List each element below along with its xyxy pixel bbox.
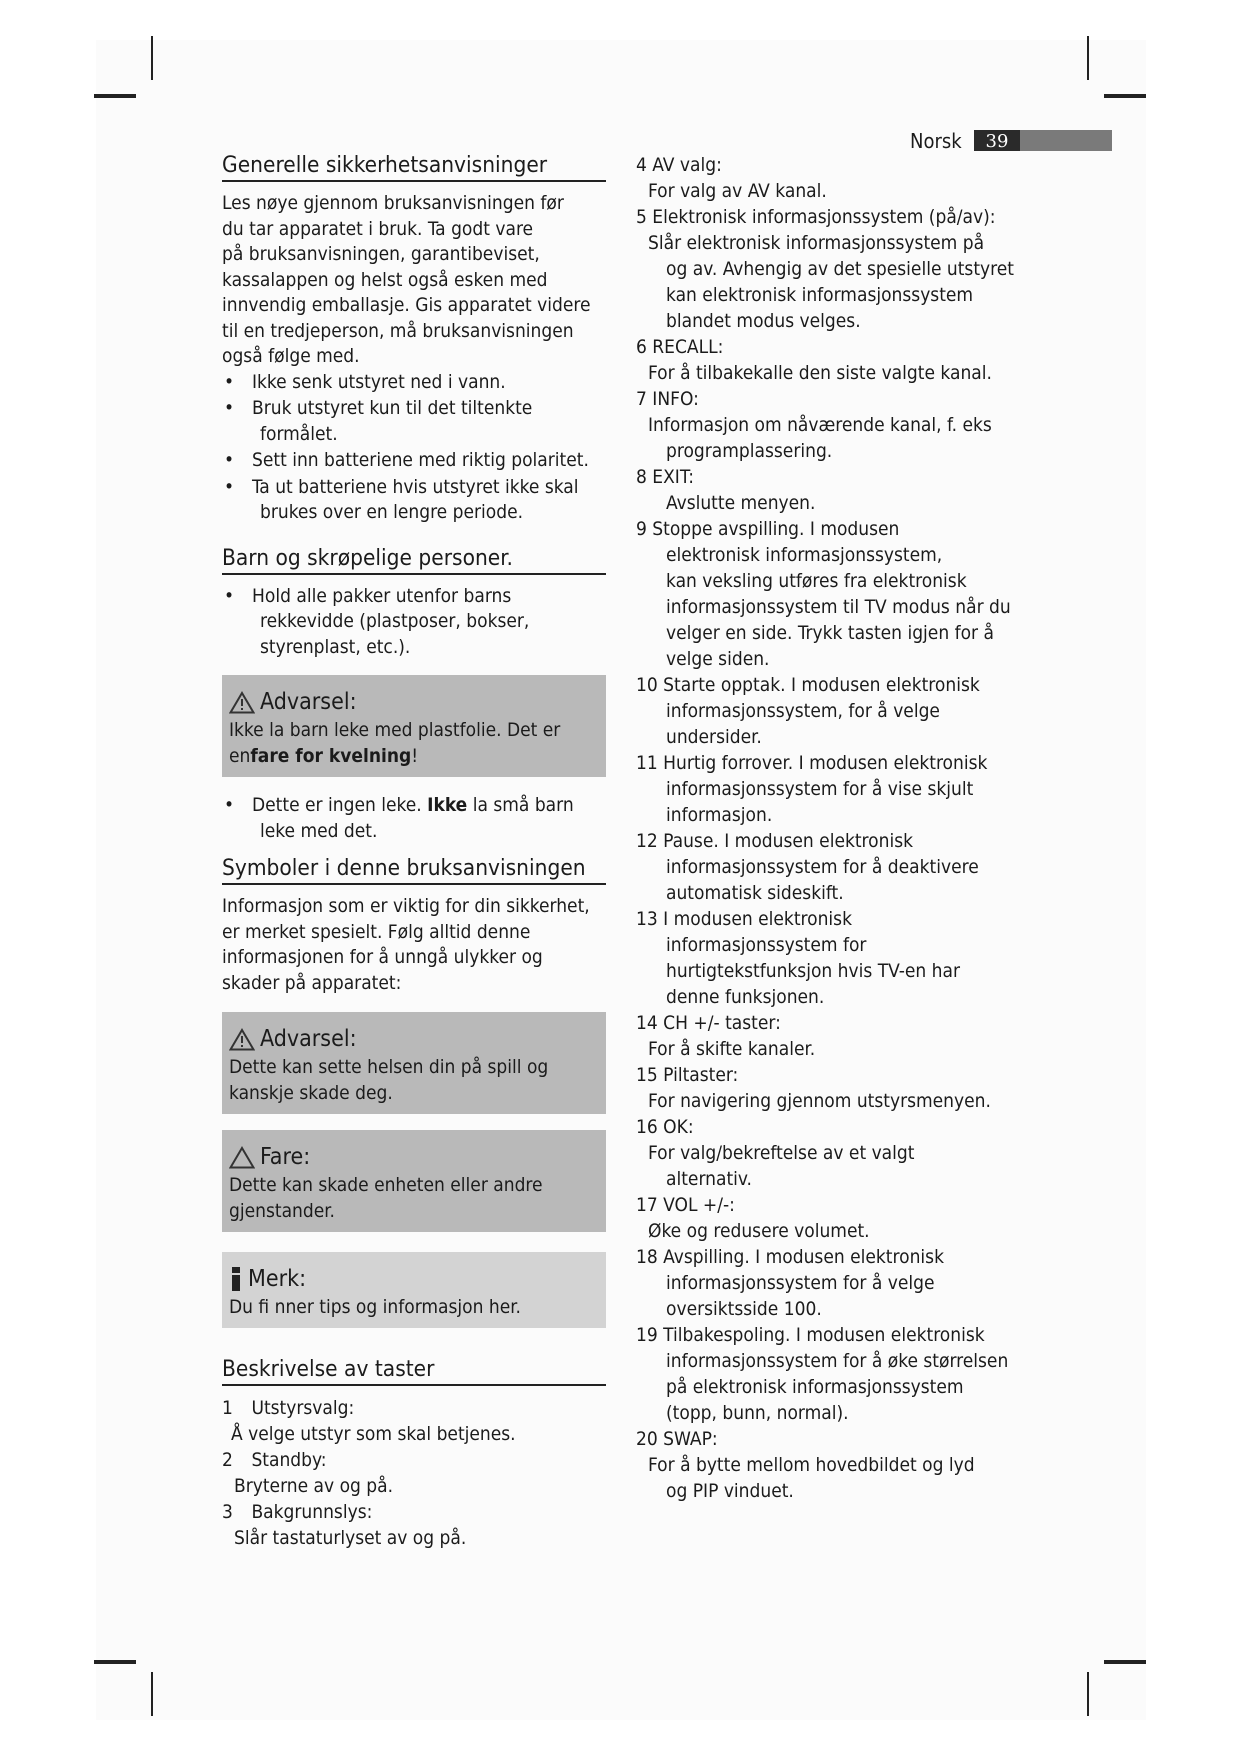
key-item: 1 Utstyrsvalg: Å velge utstyr som skal betjenes. bbox=[222, 1397, 516, 1445]
left-column bbox=[222, 150, 606, 1551]
bullet-item: • Ta ut batteriene hvis utstyret ikke skal brukes over en lengre periode. bbox=[222, 475, 606, 526]
text-line: innvendig emballasje. Gis apparatet videre bbox=[222, 294, 591, 316]
key-item: 11 Hurtig forrover. I modusen elektronisk informasjonssystem for å vise skjult informasjon. bbox=[636, 752, 988, 826]
bullet-text: Ikke senk utstyret ned i vann. bbox=[252, 370, 506, 393]
text-line: Informasjon som er viktig for din sikkerhet, bbox=[222, 895, 590, 917]
warning-text: enfare for kvelning! bbox=[229, 745, 419, 767]
note-title: Merk: bbox=[229, 1264, 599, 1294]
bullet-item: • Bruk utstyret kun til det tiltenkte formålet. bbox=[222, 396, 606, 447]
bullet-text: styrenplast, etc.). bbox=[260, 635, 411, 658]
header-language: Norsk bbox=[910, 129, 962, 153]
info-icon bbox=[229, 1266, 243, 1292]
bullet-text: Bruk utstyret kun til det tiltenkte bbox=[252, 397, 533, 419]
text-line: kassalappen og helst også esken med bbox=[222, 268, 548, 291]
warning-title: Advarsel: bbox=[229, 687, 599, 717]
bullet-text: rekkevidde (plastposer, bokser, bbox=[260, 610, 530, 632]
key-item: 20 SWAP: For å bytte mellom hovedbildet og lyd og PIP vinduet. bbox=[636, 1428, 975, 1502]
crop-mark bbox=[1104, 94, 1146, 98]
bullet-text: Ta ut batteriene hvis utstyret ikke skal bbox=[252, 475, 579, 498]
heading-children: Barn og skrøpelige personer. bbox=[222, 543, 606, 575]
danger-text: gjenstander. bbox=[229, 1200, 335, 1222]
key-item: 17 VOL +/-: Øke og redusere volumet. bbox=[636, 1194, 870, 1242]
key-item: 19 Tilbakespoling. I modusen elektronisk informasjonssystem for å øke størrelsen på elektronisk informasjonssystem (topp, bunn, normal). bbox=[636, 1324, 1009, 1424]
crop-mark bbox=[94, 94, 136, 98]
text-line: Les nøye gjennom bruksanvisningen før bbox=[222, 192, 564, 214]
danger-box-symbol bbox=[222, 1130, 606, 1232]
danger-triangle-icon bbox=[229, 1146, 255, 1169]
key-item: 4 AV valg: For valg av AV kanal. bbox=[636, 154, 827, 202]
symbols-paragraph bbox=[222, 894, 606, 996]
bullet-item: • Ikke senk utstyret ned i vann. bbox=[224, 370, 506, 393]
key-item: 2 Standby: Bryterne av og på. bbox=[222, 1449, 394, 1497]
warning-text: Dette kan sette helsen din på spill og bbox=[229, 1056, 549, 1078]
right-column bbox=[636, 152, 1046, 1504]
key-item: 16 OK: For valg/bekreftelse av et valgt alternativ. bbox=[636, 1116, 915, 1190]
bullet-text: formålet. bbox=[260, 422, 338, 445]
key-item: 14 CH +/- taster: For å skifte kanaler. bbox=[636, 1012, 816, 1060]
text-line: til en tredjeperson, må bruksanvisningen bbox=[222, 319, 574, 342]
crop-mark bbox=[151, 36, 153, 80]
key-item: 10 Starte opptak. I modusen elektronisk informasjonssystem, for å velge undersider. bbox=[636, 674, 980, 748]
warning-title: Advarsel: bbox=[229, 1024, 599, 1054]
warning-triangle-icon bbox=[229, 691, 255, 714]
key-item: 12 Pause. I modusen elektronisk informasjonssystem for å deaktivere automatisk sideskift. bbox=[636, 830, 979, 904]
text-line: informasjonen for å unngå ulykker og bbox=[222, 946, 543, 968]
crop-mark bbox=[1087, 36, 1089, 80]
bullet-item: • Sett inn batteriene med riktig polaritet. bbox=[224, 449, 589, 471]
crop-mark bbox=[94, 1660, 136, 1664]
bullet-text: brukes over en lengre periode. bbox=[260, 501, 524, 523]
text-line: på bruksanvisningen, garantibeviset, bbox=[222, 243, 540, 265]
key-item: 7 INFO: Informasjon om nåværende kanal, f. eks programplassering. bbox=[636, 388, 992, 462]
warning-box-symbol bbox=[222, 1012, 606, 1114]
danger-title: Fare: bbox=[229, 1142, 599, 1172]
key-item: 6 RECALL: For å tilbakekalle den siste valgte kanal. bbox=[636, 336, 992, 384]
bullet-text: Hold alle pakker utenfor barns bbox=[252, 584, 512, 607]
key-item: 18 Avspilling. I modusen elektronisk informasjonssystem for å velge oversiktsside 100. bbox=[636, 1246, 944, 1320]
page-number: 39 bbox=[974, 130, 1020, 151]
bullet-item: • Hold alle pakker utenfor barns rekkevidde (plastposer, bokser, styrenplast, etc.). bbox=[222, 584, 606, 661]
bullet-item: • Dette er ingen leke. Ikke la små barn leke med det. bbox=[222, 793, 606, 844]
key-item: 5 Elektronisk informasjonssystem (på/av): Slår elektronisk informasjonssystem på og av. Avhengig av det spesielle utstyret kan elektronisk informasjonssystem blandet modus velges. bbox=[636, 206, 1014, 332]
bullet-text: leke med det. bbox=[260, 819, 378, 842]
text-line: også følge med. bbox=[222, 345, 360, 367]
text-line: er merket spesielt. Følg alltid denne bbox=[222, 920, 531, 943]
warning-box-children bbox=[222, 675, 606, 777]
text-line: skader på apparatet: bbox=[222, 971, 402, 994]
heading-keys: Beskrivelse av taster bbox=[222, 1354, 606, 1386]
key-item: 3 Bakgrunnslys: Slår tastaturlyset av og på. bbox=[222, 1501, 467, 1549]
heading-symbols: Symboler i denne bruksanvisningen bbox=[222, 853, 606, 885]
crop-mark bbox=[1104, 1660, 1146, 1664]
key-item: 8 EXIT: Avslutte menyen. bbox=[636, 466, 816, 514]
note-text: Du fi nner tips og informasjon her. bbox=[229, 1296, 521, 1318]
key-item: 13 I modusen elektronisk informasjonssystem for hurtigtekstfunksjon hvis TV-en har denne funksjonen. bbox=[636, 908, 961, 1008]
safety-paragraph bbox=[222, 191, 606, 370]
key-item: 15 Piltaster: For navigering gjennom utstyrsmenyen. bbox=[636, 1064, 991, 1112]
text-line: du tar apparatet i bruk. Ta godt vare bbox=[222, 217, 534, 240]
warning-text: kanskje skade deg. bbox=[229, 1082, 393, 1104]
bullet-text: Sett inn batteriene med riktig polaritet. bbox=[252, 449, 589, 471]
warning-triangle-icon bbox=[229, 1028, 255, 1051]
warning-text: Ikke la barn leke med plastfolie. Det er bbox=[229, 719, 561, 741]
heading-safety: Generelle sikkerhetsanvisninger bbox=[222, 150, 606, 182]
danger-text: Dette kan skade enheten eller andre bbox=[229, 1174, 543, 1196]
crop-mark bbox=[1087, 1672, 1089, 1716]
crop-mark bbox=[151, 1672, 153, 1716]
key-item: 9 Stoppe avspilling. I modusen elektronisk informasjonssystem, kan veksling utføres fra elektronisk informasjonssystem til TV modus når du velger en side. Trykk tasten igjen for å velge siden. bbox=[636, 518, 1011, 670]
note-box-symbol bbox=[222, 1252, 606, 1328]
